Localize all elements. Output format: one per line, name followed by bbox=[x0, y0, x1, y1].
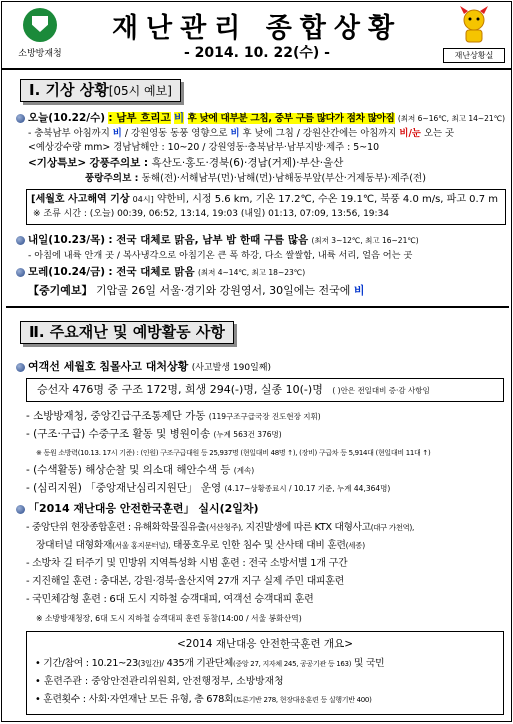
bullet-icon bbox=[16, 236, 25, 245]
drill-central: - 중앙단위 현장종합훈련 : 유해화학물질유출(서산청주), 지진발생에 따른 KTX 대형사고(대구 가천역), bbox=[26, 522, 414, 533]
situation-room-caption: 재난상황실 bbox=[443, 48, 505, 63]
weather-warnings: <기상특보> 강풍주의보 : 흑산도·홍도·경북(6)·경남(거제)·부산·울산 bbox=[28, 157, 344, 169]
drill-overview-box bbox=[26, 631, 504, 715]
mascot-icon bbox=[454, 6, 494, 44]
report-date: - 2014. 10. 22(수) - bbox=[183, 45, 330, 61]
sewol-count-box: 승선자 476명 중 구조 172명, 희생 294(-)명, 실종 10(-)명 ( )안은 전일대비 증·감 사항임 bbox=[26, 378, 504, 402]
midterm-forecast: 【중기예보】 기압골 26일 서울·경기와 강원영서, 30일에는 전국에 비 bbox=[28, 284, 365, 297]
activity-command: - 소방방재청, 중앙긴급구조통제단 가동 (119구조구급국장 진도현장 지휘) bbox=[26, 410, 321, 422]
section-weather-title: Ⅰ. 기상 상황[05시 예보] bbox=[20, 79, 181, 102]
report-page bbox=[1, 1, 512, 722]
drill-title: 「2014 재난대응 안전한국훈련」 실시(2일차) bbox=[16, 502, 259, 515]
mobilized-resources: ※ 동원 소방력(10.13. 17시 기준) : (인원) 구조구급대원 등 25,937명 (현일대비 48명 ↑), (장비) 구급차 등 5,914대 (현일대비 11대 ↑) bbox=[36, 449, 431, 457]
activity-psych: - (심리지원) 「중앙재난심리지원단」 운영 (4.17~상황종료시 / 10.17 기준, 누계 44,364명) bbox=[26, 482, 391, 494]
activity-search: - (수색활동) 해상순찰 및 의소대 해안수색 등 (계속) bbox=[26, 464, 255, 476]
wave-warnings: 풍랑주의보 : 동해(전)·서해남부(먼)·남해(먼)·남해동부앞(부산·거제동부)·제주(전) bbox=[85, 173, 426, 184]
today-detail: - 충북남부 아침까지 비 / 강원영동 동풍 영향으로 비 후 낮에 그침 / 강원산간에는 아침까지 비/눈 오는 곳 bbox=[28, 128, 455, 139]
overview-period: • 기간/참여 : 10.21~23(3일간)/ 435개 기관단체(중앙 27, 지자체 245, 공공기관 등 163) 및 국민 bbox=[35, 658, 385, 669]
tomorrow-forecast: 내일(10.23/목) : 전국 대체로 맑음, 남부 밤 한때 구름 많음 (최저 3~12℃, 최고 16~21℃) bbox=[16, 234, 419, 247]
section-divider bbox=[6, 306, 509, 308]
dayafter-forecast: 모레(10.24/금) : 전국 대체로 맑음 (최저 4~14℃, 최고 18~23℃) bbox=[16, 266, 305, 279]
section-disaster-title: Ⅱ. 주요재난 및 예방활동 사항 bbox=[20, 321, 234, 344]
overview-count: • 훈련횟수 : 사회·자연재난 모든 유형, 총 678회(토론기반 278, 현장대응훈련 등 실행기반 400) bbox=[35, 694, 372, 705]
bullet-icon bbox=[16, 114, 25, 123]
nema-logo bbox=[10, 8, 70, 62]
sewol-weather-box: [세월호 사고해역 기상 04시] 약한비, 시정 5.6 km, 기온 17.2℃, 수온 19.1℃, 북풍 4.0 m/s, 파고 0.7 m ※ 조류 시간 : (오늘) 00:39, 06:52, 13:14, 19:03 (내일) 01:13, 07:09, 13:56, 19:34 bbox=[26, 189, 506, 225]
drill-citizen: - 국민체감형 훈련 : 6대 도시 지하철 승객대피, 여객선 승객대피 훈련 bbox=[26, 594, 314, 605]
sewol-title: 여객선 세월호 침몰사고 대처상황 (사고발생 190일째) bbox=[16, 360, 271, 375]
overview-host: • 훈련주관 : 중앙안전관리위원회, 안전행정부, 소방방재청 bbox=[35, 676, 284, 687]
bullet-icon bbox=[16, 268, 25, 277]
shield-icon bbox=[23, 8, 57, 42]
drill-fire-lane: - 소방차 길 터주기 및 민방위 지역특성화 시범 훈련 : 전국 소방서별 1개 구간 bbox=[26, 558, 348, 569]
drill-central-2: 장대터널 대형화재(서울 홍지문터널), 태풍호우로 인한 침수 및 산사태 대비 훈련(세종) bbox=[36, 540, 365, 551]
report-header bbox=[2, 2, 511, 70]
drill-tsunami: - 지진해일 훈련 : 충대본, 강원·경북·울산지역 27개 지구 실제 주민 대피훈련 bbox=[26, 576, 345, 587]
expected-rainfall: <예상강수량 mm> 경남남해안 : 10~20 / 강원영동·충북남부·남부지방·제주 : 5~10 bbox=[28, 142, 380, 153]
drill-note: ※ 소방방재청장, 6대 도시 지하철 승객대피 훈련 동참(14:00 / 서울 봉화산역) bbox=[36, 614, 302, 623]
tomorrow-detail: - 아침에 내륙 안개 곳 / 복사냉각으로 아침기온 큰 폭 하강, 다소 쌀쌀함, 내륙 서리, 얼음 어는 곳 bbox=[28, 250, 413, 261]
overview-title: <2014 재난대응 안전한국훈련 개요> bbox=[176, 638, 354, 650]
activity-rescue: - (구조·구급) 수중구조 활동 및 병원이송 (누계 563건 376명) bbox=[26, 428, 282, 440]
situation-room-logo bbox=[443, 6, 505, 64]
bullet-icon bbox=[16, 363, 25, 372]
page-title: 재난관리 종합상황 bbox=[111, 13, 403, 44]
nema-caption: 소방방재청 bbox=[18, 49, 62, 59]
today-forecast: 오늘(10.22/수) : 남부 흐리고 비 후 낮에 대부분 그침, 중부 구름 많다가 점차 많아짐 (최저 6~16℃, 최고 14~21℃) bbox=[16, 112, 505, 125]
bullet-icon bbox=[16, 505, 25, 514]
